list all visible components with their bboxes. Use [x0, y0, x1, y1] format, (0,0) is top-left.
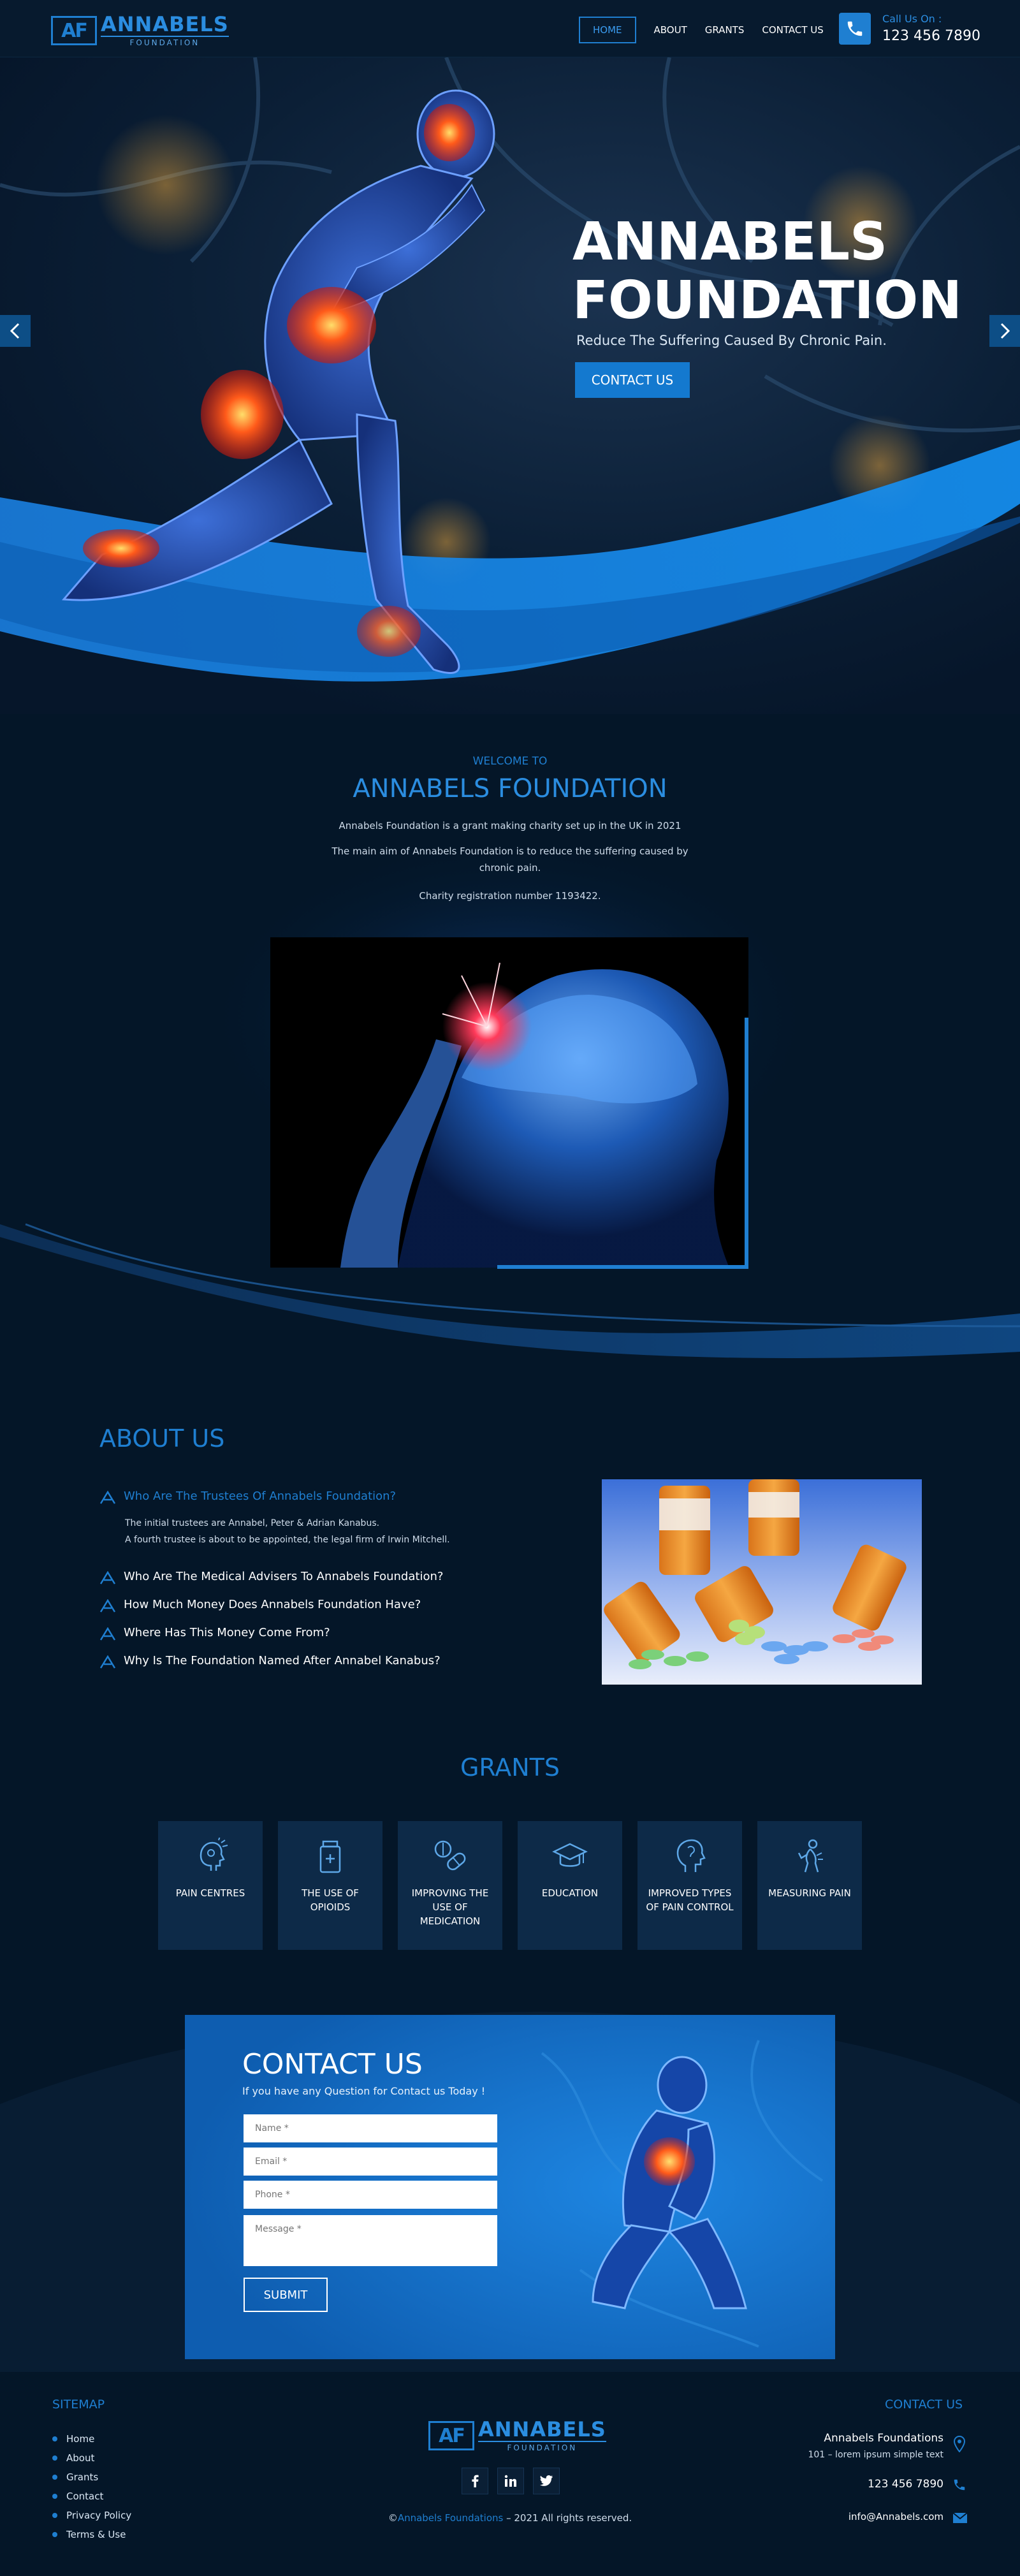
about-title: ABOUT US: [99, 1424, 225, 1453]
pills-image: [602, 1479, 922, 1685]
linkedin-icon: [504, 2475, 517, 2487]
logo-title: ANNABELS: [101, 12, 229, 36]
call-number[interactable]: 123 456 7890: [882, 28, 980, 44]
grant-label: MEASURING PAIN: [768, 1887, 851, 1899]
chevron-a-icon: [99, 1627, 116, 1641]
logo-title: ANNABELS: [478, 2417, 606, 2441]
contact-panel: [185, 2015, 835, 2359]
faq-item-name[interactable]: [99, 1654, 441, 1669]
hero-contact-button[interactable]: CONTACT US: [575, 362, 690, 398]
pills-icon: [432, 1838, 469, 1875]
copyright-suffix: – 2021 All rights reserved.: [503, 2512, 632, 2524]
footer-address: 101 – lorem ipsum simple text: [808, 2450, 943, 2460]
welcome-paragraph-1: Annabels Foundation is a grant making charity set up in the UK in 2021: [339, 820, 681, 831]
chevron-a-icon: [99, 1571, 116, 1585]
grants-title: GRANTS: [460, 1753, 560, 1782]
logo-mark: AF: [428, 2421, 474, 2450]
phone-field[interactable]: [244, 2181, 497, 2209]
location-pin-icon: [954, 2436, 965, 2452]
faq-answer-line-1: The initial trustees are Annabel, Peter & Adrian Kanabus.: [125, 1518, 380, 1528]
facebook-button[interactable]: [462, 2468, 488, 2494]
sitemap-link-home[interactable]: Home: [52, 2433, 94, 2445]
nav-about[interactable]: ABOUT: [653, 24, 687, 36]
sitemap-link-terms[interactable]: Terms & Use: [52, 2529, 126, 2540]
linkedin-button[interactable]: [497, 2468, 524, 2494]
head-silhouette-icon: [671, 1838, 708, 1875]
footer-phone[interactable]: 123 456 7890: [868, 2478, 943, 2491]
faq-item-advisers[interactable]: [99, 1570, 443, 1585]
logo[interactable]: [51, 14, 229, 47]
chevron-a-icon: [99, 1655, 116, 1669]
nav-grants[interactable]: GRANTS: [704, 24, 745, 36]
hero-background: [0, 57, 1020, 714]
welcome-paragraph-3: Charity registration number 1193422.: [419, 890, 601, 902]
email-field[interactable]: [244, 2148, 497, 2176]
submit-button[interactable]: SUBMIT: [244, 2278, 328, 2312]
faq-question: Who Are The Trustees Of Annabels Foundation?: [124, 1489, 397, 1503]
grant-label: IMPROVED TYPES OF PAIN CONTROL: [646, 1887, 734, 1913]
faq-answer-line-2: A fourth trustee is about to be appointed, the legal firm of Irwin Mitchell.: [125, 1535, 450, 1545]
grant-card-medication[interactable]: [398, 1821, 502, 1950]
welcome-paragraph-2: The main aim of Annabels Foundation is to reduce the suffering caused by chronic pain.: [332, 845, 688, 874]
hero-title-line1: ANNABELS: [572, 212, 888, 272]
faq-item-source[interactable]: [99, 1626, 330, 1641]
grant-label: IMPROVING THE USE OF MEDICATION: [411, 1887, 489, 1927]
faq-question: Where Has This Money Come From?: [124, 1626, 330, 1639]
medicine-bottle-icon: [312, 1838, 349, 1875]
faq-question: Who Are The Medical Advisers To Annabels Foundation?: [124, 1570, 444, 1583]
footer-email[interactable]: info@Annabels.com: [848, 2511, 943, 2522]
grant-card-education[interactable]: [518, 1821, 622, 1950]
hero-title: [572, 213, 962, 330]
faq-item-trustees[interactable]: [99, 1489, 396, 1505]
grant-card-opioids[interactable]: [278, 1821, 382, 1950]
logo-mark: AF: [51, 16, 97, 45]
head-pain-icon: [192, 1838, 229, 1875]
chevron-a-icon: [99, 1599, 116, 1613]
twitter-button[interactable]: [533, 2468, 560, 2494]
footer-logo[interactable]: [428, 2419, 606, 2452]
phone-icon[interactable]: [839, 13, 871, 45]
grant-label: EDUCATION: [541, 1887, 599, 1899]
grant-card-pain-control[interactable]: [638, 1821, 742, 1950]
hero-banner: [0, 57, 1020, 714]
back-pain-icon: [791, 1838, 828, 1875]
welcome-kicker: WELCOME TO: [472, 755, 548, 768]
email-icon: [952, 2512, 968, 2524]
sitemap-link-about[interactable]: About: [52, 2452, 94, 2464]
slider-next-button[interactable]: [989, 315, 1020, 347]
grant-label: PAIN CENTRES: [175, 1887, 245, 1899]
slider-prev-button[interactable]: [0, 315, 31, 347]
contact-title: CONTACT US: [242, 2048, 423, 2081]
phone-icon: [952, 2478, 966, 2492]
twitter-icon: [540, 2475, 553, 2487]
copyright-prefix: ©: [388, 2512, 398, 2524]
site-header: [0, 0, 1020, 57]
nav-contact[interactable]: CONTACT US: [762, 24, 824, 36]
sitemap-heading: SITEMAP: [52, 2397, 105, 2411]
faq-item-money[interactable]: [99, 1598, 421, 1613]
footer-contact-heading: CONTACT US: [885, 2397, 963, 2411]
hero-subtitle: Reduce The Suffering Caused By Chronic Pain.: [576, 333, 887, 348]
logo-subtitle: FOUNDATION: [101, 36, 229, 47]
copyright-link[interactable]: Annabels Foundations: [397, 2512, 504, 2524]
chevron-a-icon: [99, 1491, 116, 1505]
grant-label: THE USE OF OPIOIDS: [302, 1887, 359, 1913]
sitemap-link-grants[interactable]: Grants: [52, 2471, 98, 2483]
sitemap-link-contact[interactable]: Contact: [52, 2491, 103, 2502]
brain-pain-image: [270, 937, 751, 1270]
message-field[interactable]: [244, 2215, 497, 2266]
faq-question: Why Is The Foundation Named After Annabel Kanabus?: [124, 1654, 441, 1667]
welcome-title: ANNABELS FOUNDATION: [353, 774, 667, 803]
chevron-left-icon: [9, 323, 22, 339]
hero-title-line2: FOUNDATION: [572, 270, 962, 331]
facebook-icon: [469, 2475, 481, 2487]
contact-subtitle: If you have any Question for Contact us Today !: [242, 2085, 486, 2097]
sitemap-link-privacy[interactable]: Privacy Policy: [52, 2510, 131, 2521]
graduation-cap-icon: [551, 1838, 588, 1875]
grant-card-pain-centres[interactable]: [158, 1821, 263, 1950]
main-nav: [579, 17, 833, 43]
call-label: Call Us On :: [882, 13, 942, 25]
footer-org-name: Annabels Foundations: [824, 2432, 943, 2445]
chevron-right-icon: [998, 323, 1011, 339]
name-field[interactable]: [244, 2114, 497, 2142]
logo-subtitle: FOUNDATION: [478, 2441, 606, 2452]
faq-question: How Much Money Does Annabels Foundation Have?: [124, 1598, 421, 1611]
grant-card-measuring-pain[interactable]: [757, 1821, 862, 1950]
nav-home[interactable]: HOME: [579, 17, 636, 43]
